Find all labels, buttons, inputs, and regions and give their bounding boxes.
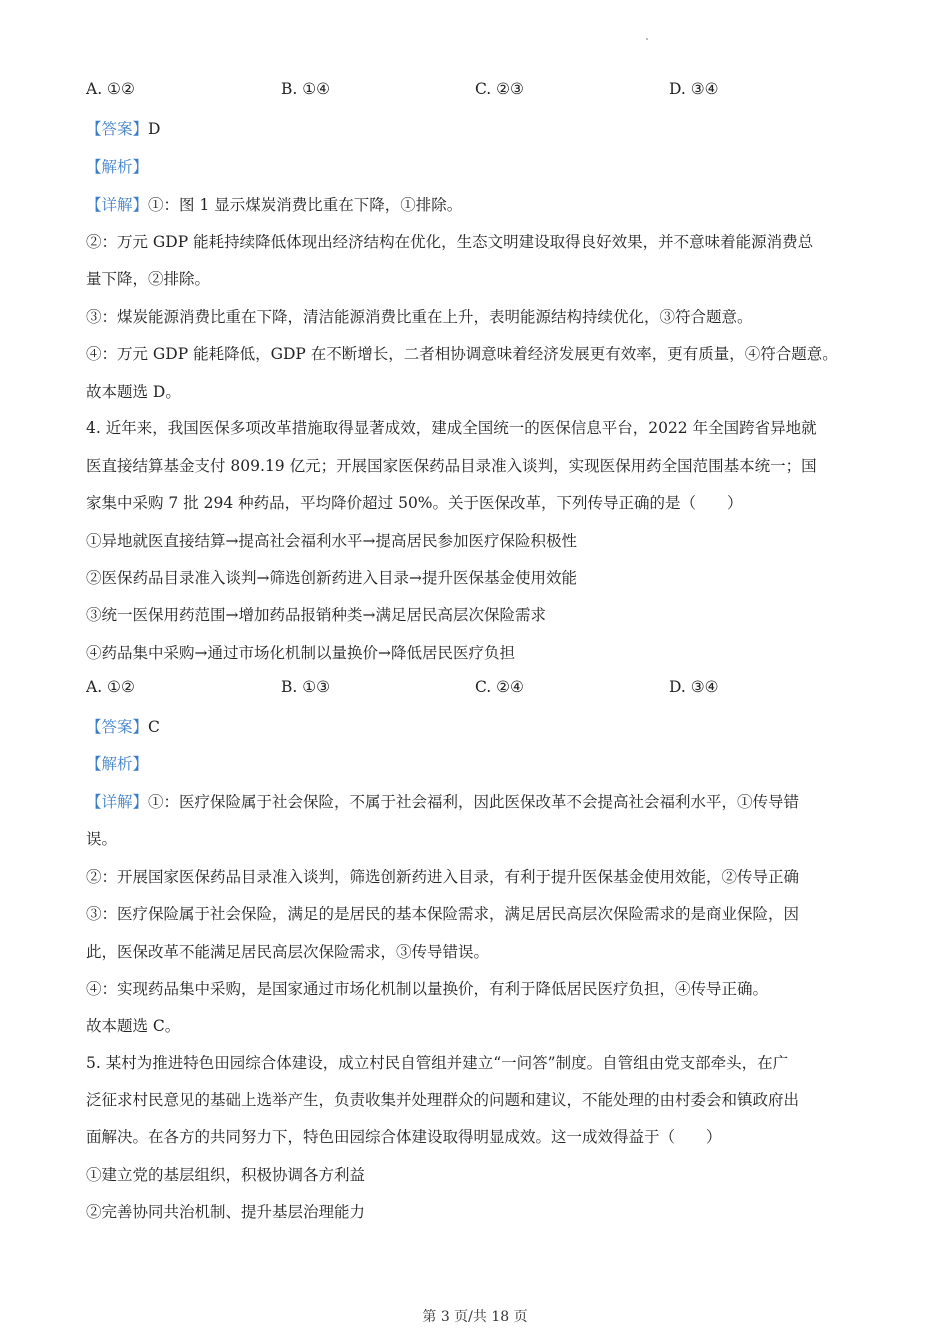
- q4-item: ④药品集中采购→通过市场化机制以量换价→降低居民医疗负担: [86, 644, 515, 662]
- q5-stem-line: 面解决。在各方的共同努力下，特色田园综合体建设取得明显成效。这一成效得益于（ ）: [86, 1128, 722, 1146]
- q4-detail-line: ③：医疗保险属于社会保险，满足的是居民的基本保险需求，满足居民高层次保险需求的是商业保险，因: [86, 905, 800, 923]
- q5-item: ②完善协同共治机制、提升基层治理能力: [86, 1203, 366, 1221]
- q3-option-d: D. ③④: [669, 80, 719, 98]
- q4-option-d: D. ③④: [669, 678, 719, 696]
- q4-detail-line: ②：开展国家医保药品目录准入谈判，筛选创新药进入目录，有利于提升医保基金使用效能，②传导正确: [86, 868, 800, 886]
- q4-option-a: A. ①②: [86, 678, 135, 696]
- q3-options: [86, 78, 886, 100]
- q4-item: ①异地就医直接结算→提高社会福利水平→提高居民参加医疗保险积极性: [86, 532, 577, 550]
- q3-option-a: A. ①②: [86, 80, 135, 98]
- q3-detail-line: 故本题选 D。: [86, 383, 181, 401]
- q3-analysis-tag: 【解析】: [86, 158, 149, 176]
- answer-tag: 【答案】: [86, 718, 149, 736]
- q4-detail-line: 故本题选 C。: [86, 1017, 181, 1035]
- q5-stem-line: 泛征求村民意见的基础上选举产生，负责收集并处理群众的问题和建议，不能处理的由村委会和镇政府出: [86, 1091, 800, 1109]
- q3-detail-line: ④：万元 GDP 能耗降低，GDP 在不断增长，二者相协调意味着经济发展更有效率，更有质量，④符合题意。: [86, 345, 838, 363]
- q4-analysis-tag: 【解析】: [86, 755, 149, 773]
- detail-tag: 【详解】: [86, 793, 149, 811]
- q4-stem-line: 4. 近年来，我国医保多项改革措施取得显著成效，建成全国统一的医保信息平台，2022 年全国跨省异地就: [86, 419, 817, 437]
- scan-dot: [646, 38, 648, 40]
- q3-answer: [86, 118, 880, 140]
- q4-stem-line: 家集中采购 7 批 294 种药品，平均降价超过 50%。关于医保改革，下列传导正确的是（ ）: [86, 494, 743, 512]
- q4-option-c: C. ②④: [475, 678, 524, 696]
- q4-detail-line: 【详解】①：医疗保险属于社会保险，不属于社会福利，因此医保改革不会提高社会福利水平，①传导错: [86, 793, 800, 811]
- answer-value: C: [148, 718, 160, 736]
- q4-item: ③统一医保用药范围→增加药品报销种类→满足居民高层次保险需求: [86, 606, 546, 624]
- detail-tag: 【详解】: [86, 196, 149, 214]
- answer-value: D: [148, 120, 161, 138]
- page-footer: 第 3 页/共 18 页: [422, 1309, 528, 1325]
- q4-answer: [86, 716, 880, 738]
- q3-detail-line: ②：万元 GDP 能耗持续降低体现出经济结构在优化，生态文明建设取得良好效果，并不意味着能源消费总: [86, 233, 814, 251]
- q3-detail-line: ③：煤炭能源消费比重在下降，清洁能源消费比重在上升，表明能源结构持续优化，③符合题意。: [86, 308, 753, 326]
- q3-detail-line: 【详解】①：图 1 显示煤炭消费比重在下降，①排除。: [86, 196, 463, 214]
- q4-item: ②医保药品目录准入谈判→筛选创新药进入目录→提升医保基金使用效能: [86, 569, 577, 587]
- q4-stem-line: 医直接结算基金支付 809.19 亿元；开展国家医保药品目录准入谈判，实现医保用药全国范围基本统一；国: [86, 457, 817, 475]
- q5-stem-line: 5. 某村为推进特色田园综合体建设，成立村民自管组并建立“一问答”制度。自管组由党支部牵头，在广: [86, 1054, 789, 1072]
- q5-item: ①建立党的基层组织，积极协调各方利益: [86, 1166, 366, 1184]
- answer-tag: 【答案】: [86, 120, 149, 138]
- q3-option-b: B. ①④: [281, 80, 331, 98]
- q4-detail-line: 误。: [86, 830, 118, 848]
- q3-detail-line: 量下降，②排除。: [86, 270, 211, 288]
- q3-option-c: C. ②③: [475, 80, 524, 98]
- q4-options: [86, 676, 886, 698]
- q4-detail-line: ④：实现药品集中采购，是国家通过市场化机制以量换价，有利于降低居民医疗负担，④传导正确。: [86, 980, 769, 998]
- q4-detail-line: 此，医保改革不能满足居民高层次保险需求，③传导错误。: [86, 943, 490, 961]
- q4-option-b: B. ①③: [281, 678, 331, 696]
